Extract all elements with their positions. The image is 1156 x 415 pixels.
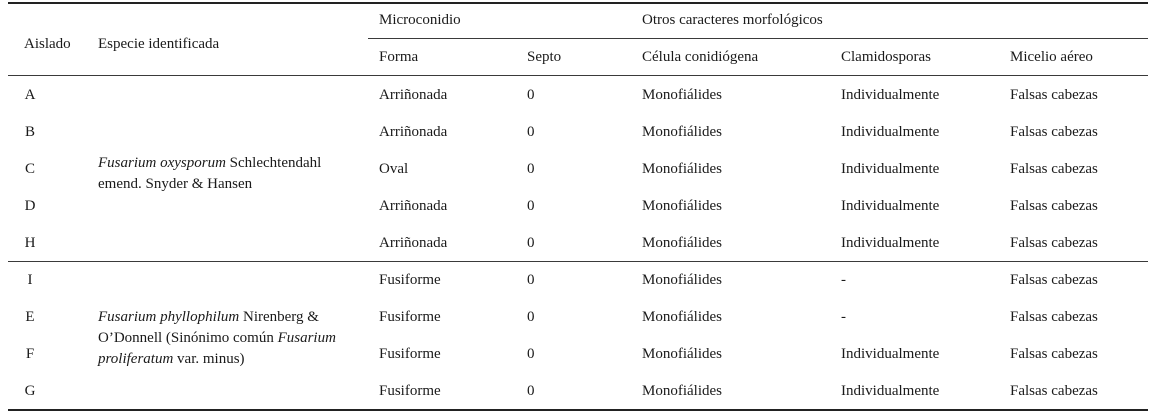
species-name-italic: Fusarium proliferatum (98, 330, 336, 367)
cell-celula-conidiogena: Monofiálides (642, 124, 722, 140)
cell-micelio-aereo: Falsas cabezas (1010, 309, 1098, 325)
header-microconidio: Microconidio (379, 12, 461, 28)
cell-celula-conidiogena: Monofiálides (642, 161, 722, 177)
cell-celula-conidiogena: Monofiálides (642, 198, 722, 214)
cell-micelio-aereo: Falsas cabezas (1010, 124, 1098, 140)
cell-micelio-aereo: Falsas cabezas (1010, 383, 1098, 399)
cell-septo: 0 (527, 161, 535, 177)
header-especie: Especie identificada (98, 36, 220, 52)
cell-clamidosporas: Individualmente (841, 124, 940, 140)
cell-micelio-aereo: Falsas cabezas (1010, 198, 1098, 214)
cell-aislado: B (24, 124, 35, 140)
cell-forma: Arriñonada (379, 198, 448, 214)
cell-septo: 0 (527, 346, 535, 362)
header-septo: Septo (527, 49, 562, 65)
cell-forma: Fusiforme (379, 346, 441, 362)
cell-aislado: I (27, 272, 33, 288)
cell-septo: 0 (527, 87, 535, 103)
cell-celula-conidiogena: Monofiálides (642, 383, 722, 399)
cell-celula-conidiogena: Monofiálides (642, 87, 722, 103)
species-name-italic: Fusarium oxysporum (98, 155, 226, 171)
cell-septo: 0 (527, 124, 535, 140)
cell-micelio-aereo: Falsas cabezas (1010, 346, 1098, 362)
species-authority: Nirenberg & O’Donnell (Sinónimo común (98, 309, 319, 346)
cell-aislado: H (24, 235, 36, 251)
header-otros-caracteres: Otros caracteres morfológicos (642, 12, 823, 28)
cell-forma: Oval (379, 161, 409, 177)
cell-especie (98, 153, 366, 195)
species-authority: Schlechtendahl emend. Snyder & Hansen (98, 155, 322, 192)
cell-clamidosporas: - (841, 272, 846, 288)
header-micelio-aereo: Micelio aéreo (1010, 49, 1093, 65)
cell-micelio-aereo: Falsas cabezas (1010, 161, 1098, 177)
species-name-italic: Fusarium phyllophilum (98, 309, 240, 325)
cell-forma: Arriñonada (379, 124, 448, 140)
header-aislado: Aislado (24, 36, 71, 52)
cell-micelio-aereo: Falsas cabezas (1010, 235, 1098, 251)
cell-clamidosporas: Individualmente (841, 383, 940, 399)
cell-clamidosporas: Individualmente (841, 161, 940, 177)
cell-clamidosporas: - (841, 309, 846, 325)
cell-celula-conidiogena: Monofiálides (642, 235, 722, 251)
cell-especie (98, 307, 366, 370)
cell-forma: Fusiforme (379, 272, 441, 288)
cell-aislado: C (24, 161, 35, 177)
cell-septo: 0 (527, 235, 535, 251)
cell-aislado: G (24, 383, 36, 399)
cell-aislado: D (24, 198, 36, 214)
group-divider-rule (8, 261, 1148, 262)
cell-forma: Fusiforme (379, 309, 441, 325)
cell-celula-conidiogena: Monofiálides (642, 346, 722, 362)
cell-forma: Arriñonada (379, 87, 448, 103)
table-top-rule (8, 2, 1148, 4)
cell-septo: 0 (527, 198, 535, 214)
cell-micelio-aereo: Falsas cabezas (1010, 87, 1098, 103)
table-bottom-rule (8, 409, 1148, 411)
header-forma: Forma (379, 49, 419, 65)
cell-septo: 0 (527, 272, 535, 288)
cell-forma: Fusiforme (379, 383, 441, 399)
cell-celula-conidiogena: Monofiálides (642, 309, 722, 325)
header-sub-rule (368, 38, 1148, 39)
cell-clamidosporas: Individualmente (841, 87, 940, 103)
cell-clamidosporas: Individualmente (841, 198, 940, 214)
cell-aislado: F (25, 346, 35, 362)
cell-forma: Arriñonada (379, 235, 448, 251)
cell-micelio-aereo: Falsas cabezas (1010, 272, 1098, 288)
header-bottom-rule (8, 75, 1148, 76)
header-clamidosporas: Clamidosporas (841, 49, 931, 65)
cell-aislado: E (25, 309, 35, 325)
cell-septo: 0 (527, 309, 535, 325)
header-celula-conidiogena: Célula conidiógena (642, 49, 759, 65)
cell-clamidosporas: Individualmente (841, 346, 940, 362)
cell-septo: 0 (527, 383, 535, 399)
cell-celula-conidiogena: Monofiálides (642, 272, 722, 288)
cell-clamidosporas: Individualmente (841, 235, 940, 251)
species-authority: var. minus) (173, 351, 245, 367)
cell-aislado: A (24, 87, 36, 103)
